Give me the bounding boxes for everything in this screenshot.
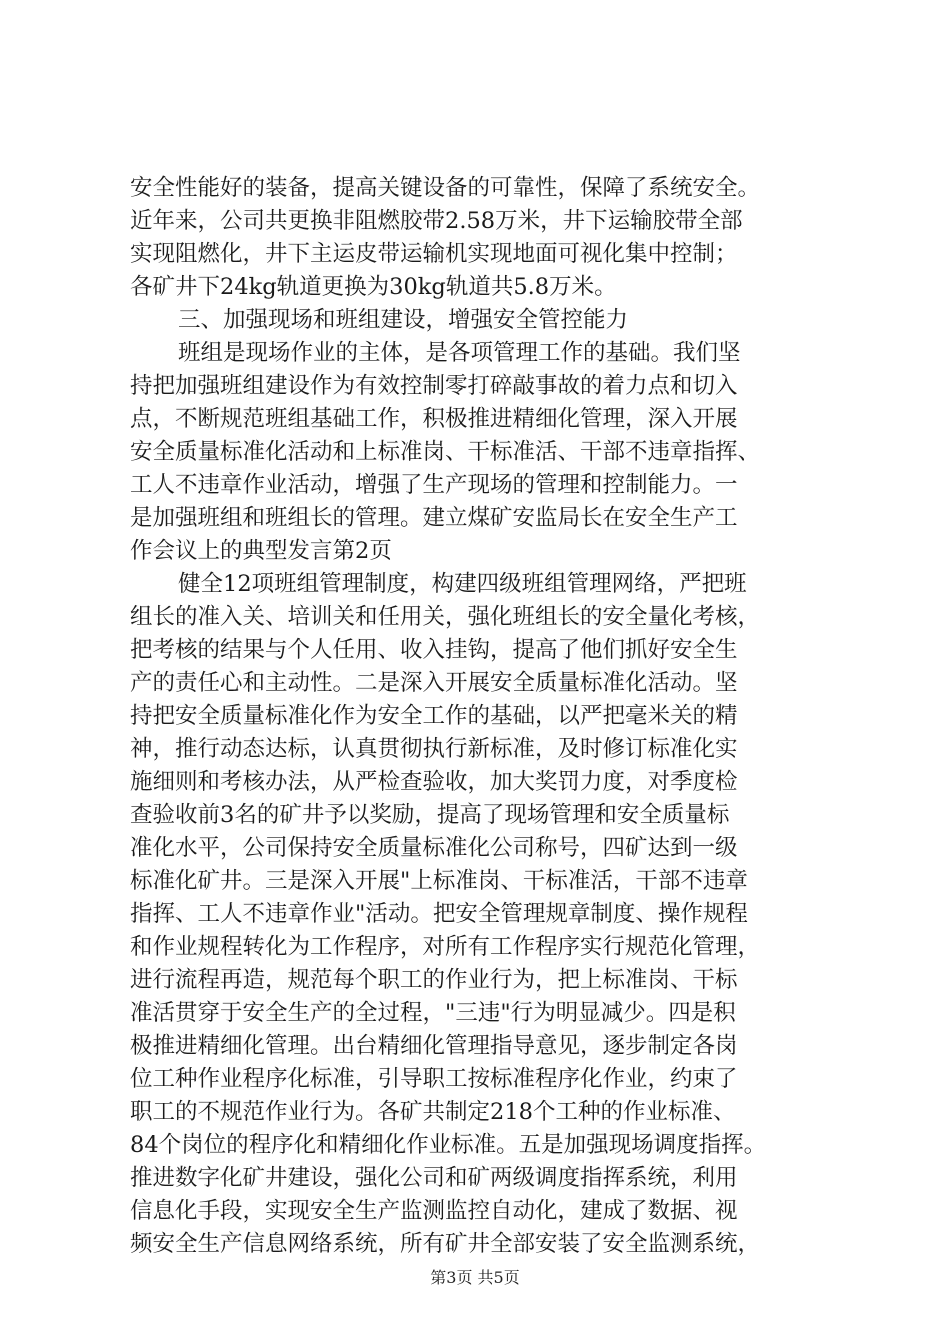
text-line: 点，不断规范班组基础工作，积极推进精细化管理，深入开展 [130,406,738,432]
paragraph-start-line: 健全12项班组管理制度，构建四级班组管理网络，严把班 [178,571,747,597]
paragraph-start-line: 班组是现场作业的主体，是各项管理工作的基础。我们坚 [178,340,741,366]
text-line: 神，推行动态达标，认真贯彻执行新标准，及时修订标准化实 [130,736,738,762]
text-line: 持把加强班组建设作为有效控制零打碎敲事故的着力点和切入 [130,373,738,399]
text-line: 作会议上的典型发言第2页 [130,538,392,564]
text-line: 是加强班组和班组长的管理。建立煤矿安监局长在安全生产工 [130,505,738,531]
text-line: 推进数字化矿井建设，强化公司和矿两级调度指挥系统，利用 [130,1165,738,1191]
text-line: 产的责任心和主动性。二是深入开展安全质量标准化活动。坚 [130,670,738,696]
text-line: 和作业规程转化为工作程序，对所有工作程序实行规范化管理， [130,934,761,960]
text-line: 组长的准入关、培训关和任用关，强化班组长的安全量化考核， [130,604,761,630]
text-line: 指挥、工人不违章作业"活动。把安全管理规章制度、操作规程 [130,901,748,927]
text-line: 位工种作业程序化标准，引导职工按标准程序化作业，约束了 [130,1066,738,1092]
text-line: 职工的不规范作业行为。各矿共制定218个工种的作业标准、 [130,1099,736,1125]
text-line: 各矿井下24kg轨道更换为30kg轨道共5.8万米。 [130,274,617,300]
text-line: 信息化手段，实现安全生产监测监控自动化，建成了数据、视 [130,1198,738,1224]
text-line: 把考核的结果与个人任用、收入挂钩，提高了他们抓好安全生 [130,637,738,663]
page-footer [0,1268,950,1288]
text-line: 频安全生产信息网络系统，所有矿井全部安装了安全监测系统， [130,1231,761,1257]
text-line: 近年来，公司共更换非阻燃胶带2.58万米，井下运输胶带全部 [130,208,743,234]
text-line: 标准化矿井。三是深入开展"上标准岗、干标准活，干部不违章 [130,868,748,894]
text-line: 准化水平，公司保持安全质量标准化公司称号，四矿达到一级 [130,835,738,861]
text-line: 查验收前3名的矿井予以奖励，提高了现场管理和安全质量标 [130,802,730,828]
body-text [130,172,830,1261]
text-line: 持把安全质量标准化作为安全工作的基础，以严把毫米关的精 [130,703,738,729]
text-line: 84个岗位的程序化和精细化作业标准。五是加强现场调度指挥。 [130,1132,767,1158]
section-heading: 三、加强现场和班组建设，增强安全管控能力 [178,307,629,333]
text-line: 准活贯穿于安全生产的全过程，"三违"行为明显减少。四是积 [130,1000,736,1026]
text-line: 极推进精细化管理。出台精细化管理指导意见，逐步制定各岗 [130,1033,738,1059]
text-line: 进行流程再造，规范每个职工的作业行为，把上标准岗、干标 [130,967,738,993]
page-number-label: 第3页 共5页 [430,1268,520,1287]
text-line: 安全质量标准化活动和上标准岗、干标准活、干部不违章指挥、 [130,439,761,465]
text-line: 实现阻燃化，井下主运皮带运输机实现地面可视化集中控制； [130,241,738,267]
text-line: 工人不违章作业活动，增强了生产现场的管理和控制能力。一 [130,472,738,498]
text-line: 施细则和考核办法，从严检查验收，加大奖罚力度，对季度检 [130,769,738,795]
text-line: 安全性能好的装备，提高关键设备的可靠性，保障了系统安全。 [130,175,761,201]
